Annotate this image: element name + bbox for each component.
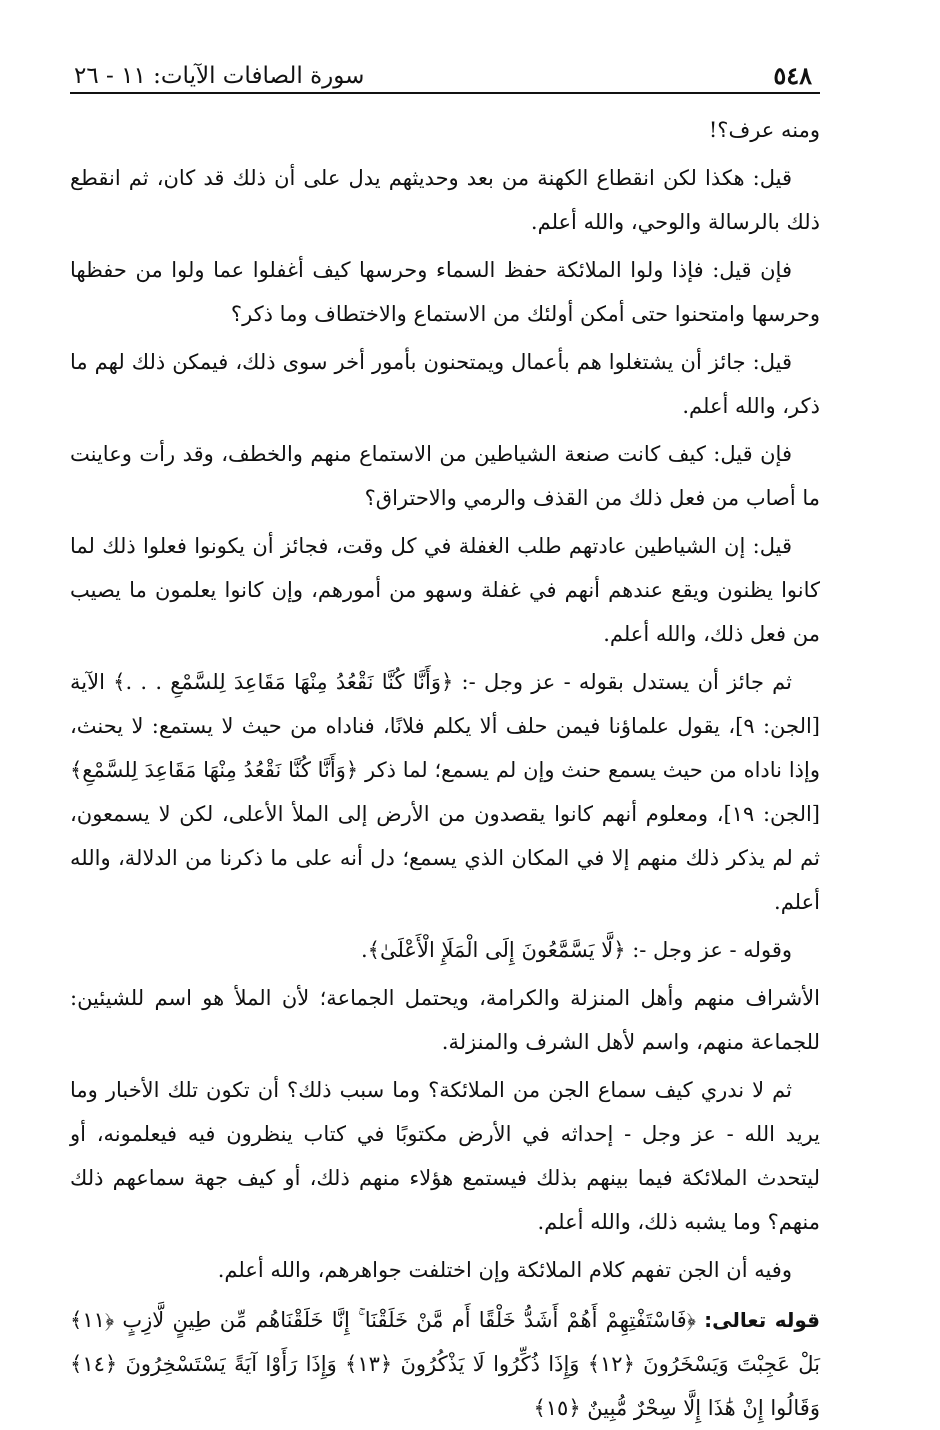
paragraph: فإن قيل: فإذا ولوا الملائكة حفظ السماء وحرسها كيف أغفلوا عما ولوا من حفظها وحرسها وامتحنوا حتى أمكن أولئك من الاستماع والاختطاف وما ذكر؟ [70,258,820,326]
paragraph: ومنه عرف؟! [708,118,820,142]
paragraph: ثم لا ندري كيف سماع الجن من الملائكة؟ وما سبب ذلك؟ أن تكون تلك الأخبار وما يريد الله - عز وجل - إحداثه في الأرض مكتوبًا في كتاب ينظرون فيه فيعلمونه، أو ليتحدث الملائكة فيما بينهم بذلك فيستمع هؤلاء منهم ذلك، أو كيف جهة سماعهم ذلك منهم؟ وما يشبه ذلك، والله أعلم. [70,1078,820,1234]
paragraph: قيل: إن الشياطين عادتهم طلب الغفلة في كل وقت، فجائز أن يكونوا فعلوا ذلك لما كانوا يظنون ويقع عندهم أنهم في غفلة وسهو من أمورهم، وإن كانوا يعلمون ما يصيب من فعل ذلك، والله أعلم. [70,534,820,646]
paragraph: الأشراف منهم وأهل المنزلة والكرامة، ويحتمل الجماعة؛ لأن الملأ هو اسم للشيئين: للجماعة منهم، واسم لأهل الشرف والمنزلة. [70,986,820,1054]
body-text [70,108,820,1292]
quran-verse-text: ﴿فَاسْتَفْتِهِمْ أَهُمْ أَشَدُّ خَلْقًا أَم مَّنْ خَلَقْنَا ۚ إِنَّا خَلَقْنَاهُم مِّن طِينٍ لَّازِبٍ ﴿١١﴾ بَلْ عَجِبْتَ وَيَسْخَرُونَ ﴿١٢﴾ وَإِذَا ذُكِّرُوا لَا يَذْكُرُونَ ﴿١٣﴾ وَإِذَا رَأَوْا آيَةً يَسْتَسْخِرُونَ ﴿١٤﴾ وَقَالُوا إِنْ هَٰذَا إِلَّا سِحْرٌ مُّبِينٌ ﴿١٥﴾ [70,1308,820,1420]
paragraph: قيل: هكذا لكن انقطاع الكهنة من بعد وحديثهم يدل على أن ذلك قد كان، ثم انقطع ذلك بالرسالة والوحي، والله أعلم. [70,166,820,234]
paragraph: وفيه أن الجن تفهم كلام الملائكة وإن اختلفت جواهرهم، والله أعلم. [217,1258,792,1282]
paragraph: قيل: جائز أن يشتغلوا هم بأعمال ويمتحنون بأمور أخر سوى ذلك، فيمكن ذلك لهم ما ذكر، والله أعلم. [70,350,820,418]
paragraph: فإن قيل: كيف كانت صنعة الشياطين من الاستماع منهم والخطف، وقد رأت وعاينت ما أصاب من فعل ذلك من القذف والرمي والاحتراق؟ [70,442,820,510]
paragraph: ثم جائز أن يستدل بقوله - عز وجل -: ﴿وَأَنَّا كُنَّا نَقْعُدُ مِنْهَا مَقَاعِدَ لِلسَّمْعِ . . .﴾ الآية [الجن: ٩]، يقول علماؤنا فيمن حلف ألا يكلم فلانًا، فناداه من حيث لا يستمع: لا يحنث، وإذا ناداه من حيث يسمع حنث وإن لم يسمع؛ لما ذكر ﴿وَأَنَّا كُنَّا نَقْعُدُ مِنْهَا مَقَاعِدَ لِلسَّمْعِ﴾ [الجن: ١٩]، ومعلوم أنهم كانوا يقصدون من الأرض إلى الملأ الأعلى، لكن لا يسمعون، ثم لم يذكر ذلك منهم إلا في المكان الذي يسمع؛ دل أنه على ما ذكرنا من الدلالة، والله أعلم. [70,670,821,914]
running-head [70,50,820,94]
paragraph: وقوله - عز وجل -: ﴿لَّا يَسَّمَّعُونَ إِلَى الْمَلَإِ الْأَعْلَىٰ﴾. [361,938,792,962]
verse-lead-label: قوله تعالى: [704,1308,820,1332]
page-number: ٥٤٨ [773,61,812,90]
book-page [70,50,820,1430]
quran-verse-block [70,1298,820,1430]
running-title: سورة الصافات الآيات: ١١ - ٢٦ [74,63,365,89]
